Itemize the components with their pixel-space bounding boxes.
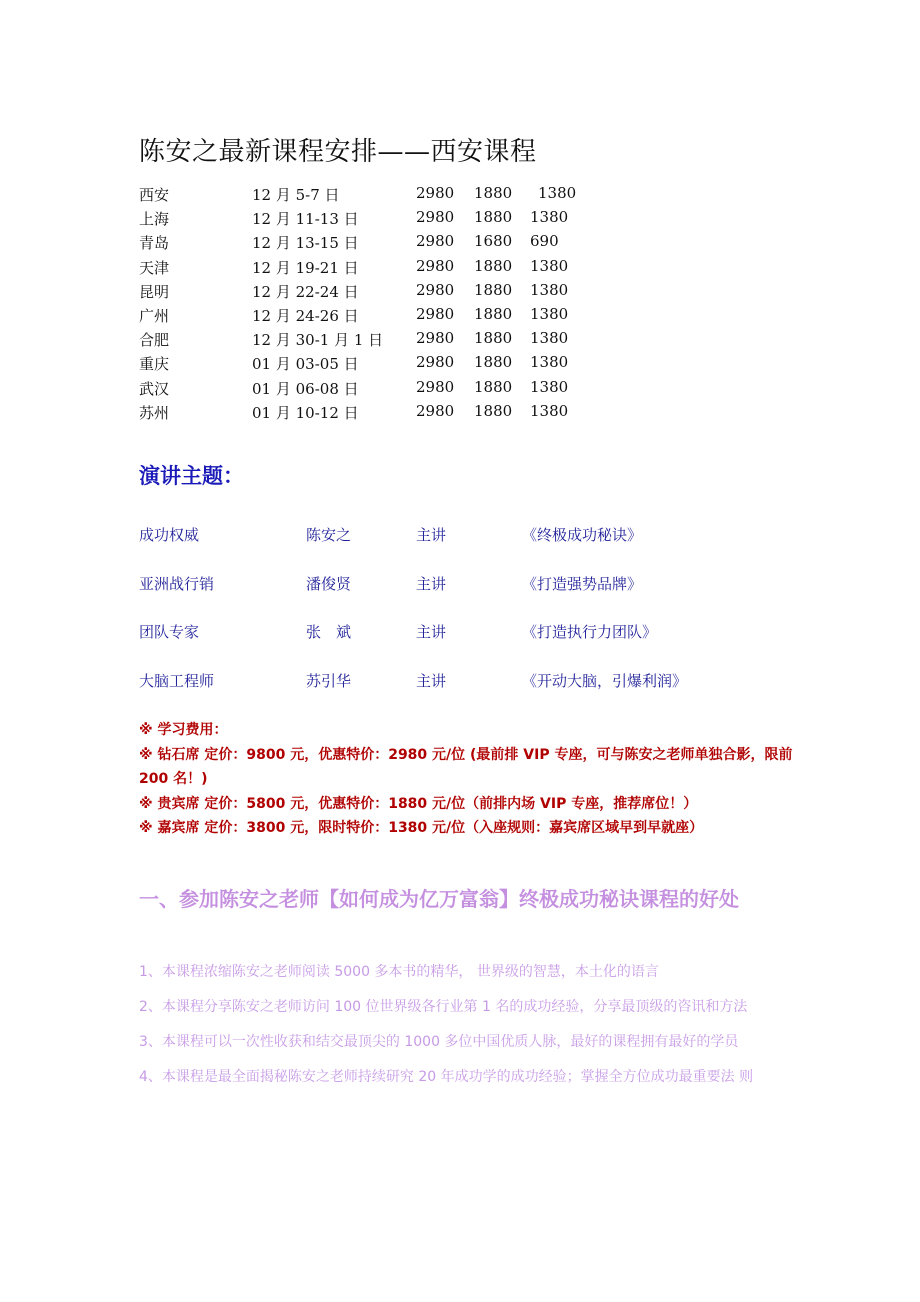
- schedule-price-2: 1880: [474, 353, 513, 372]
- speaker-title: 亚洲战行销: [139, 574, 215, 593]
- benefit-item: 1、本课程浓缩陈安之老师阅读 5000 多本书的精华， 世界级的智慧，本土化的语言: [139, 964, 659, 980]
- schedule-date: 12 月 5-7 日: [252, 186, 340, 204]
- schedule-date: 01 月 06-08 日: [252, 379, 359, 398]
- speaker-course: 《终极成功秘诀》: [522, 526, 643, 544]
- benefit-item: 3、本课程可以一次性收获和结交最顶尖的 1000 多位中国优质人脉，最好的课程拥有最好的学员: [139, 1034, 739, 1050]
- schedule-date: 12 月 13-15 日: [252, 234, 359, 253]
- schedule-city: 天津: [139, 258, 170, 277]
- speaker-course: 《开动大脑，引爆利润》: [522, 672, 688, 691]
- schedule-price-2: 1880: [474, 280, 513, 299]
- schedule-price-2: 1880: [474, 184, 513, 202]
- schedule-price-1: 2980: [416, 208, 455, 227]
- schedule-price-3: 1380: [530, 353, 569, 372]
- schedule-price-2: 1880: [474, 329, 513, 348]
- schedule-city: 苏州: [139, 403, 170, 422]
- schedule-price-3: 1380: [530, 256, 569, 275]
- schedule-price-1: 2980: [416, 184, 455, 202]
- schedule-city: 西安: [139, 186, 170, 204]
- schedule-city: 武汉: [139, 379, 170, 398]
- schedule-price-3: 1380: [530, 208, 569, 227]
- schedule-price-3: 1380: [530, 401, 569, 420]
- schedule-date: 12 月 22-24 日: [252, 282, 359, 301]
- speaker-name: 潘俊贤: [306, 574, 352, 593]
- schedule-date: 12 月 19-21 日: [252, 258, 359, 277]
- schedule-date: 01 月 10-12 日: [252, 403, 359, 422]
- speaker-role: 主讲: [416, 574, 447, 593]
- schedule-price-1: 2980: [416, 256, 455, 275]
- fee-diamond-seat: ※ 钻石席 定价：9800 元，优惠特价：2980 元/位 (最前排 VIP 专座，可与陈安之老师单独合影，限前 200 名！): [139, 746, 793, 787]
- schedule-price-3: 1380: [530, 329, 569, 348]
- schedule-price-3: 690: [530, 232, 559, 251]
- schedule-date: 12 月 30-1 月 1 日: [252, 331, 384, 350]
- schedule-price-1: 2980: [416, 377, 455, 396]
- speaker-role: 主讲: [416, 623, 447, 642]
- speaker-name: 张 斌: [306, 623, 352, 642]
- schedule-price-3: 1380: [530, 304, 569, 323]
- schedule-city: 青岛: [139, 234, 170, 253]
- page-title: 陈安之最新课程安排——西安课程: [139, 137, 537, 167]
- schedule-price-3: 1380: [538, 184, 577, 202]
- schedule-price-1: 2980: [416, 304, 455, 323]
- schedule-price-2: 1880: [474, 401, 513, 420]
- schedule-city: 上海: [139, 210, 170, 229]
- speaker-course: 《打造执行力团队》: [522, 623, 658, 642]
- schedule-price-2: 1880: [474, 256, 513, 275]
- schedule-price-2: 1880: [474, 377, 513, 396]
- schedule-price-1: 2980: [416, 329, 455, 348]
- speaker-course: 《打造强势品牌》: [522, 574, 643, 593]
- schedule-price-2: 1680: [474, 232, 513, 251]
- schedule-price-1: 2980: [416, 401, 455, 420]
- benefit-item: 4、本课程是最全面揭秘陈安之老师持续研究 20 年成功学的成功经验；掌握全方位成功最重要法 则: [139, 1069, 754, 1085]
- fee-guest-seat: ※ 嘉宾席 定价：3800 元，限时特价：1380 元/位（入座规则：嘉宾席区域早到早就座）: [139, 820, 704, 836]
- speaker-title: 大脑工程师: [139, 672, 215, 691]
- schedule-date: 01 月 03-05 日: [252, 355, 359, 374]
- fee-block: [139, 718, 799, 841]
- topics-heading: 演讲主题：: [139, 464, 244, 488]
- schedule-price-2: 1880: [474, 208, 513, 227]
- speaker-name: 陈安之: [306, 526, 352, 544]
- benefits-heading: 一、参加陈安之老师【如何成为亿万富翁】终极成功秘诀课程的好处: [139, 887, 739, 911]
- schedule-price-2: 1880: [474, 304, 513, 323]
- schedule-date: 12 月 24-26 日: [252, 306, 359, 325]
- schedule-city: 广州: [139, 306, 170, 325]
- schedule-city: 重庆: [139, 355, 170, 374]
- schedule-price-3: 1380: [530, 280, 569, 299]
- speaker-title: 团队专家: [139, 623, 200, 642]
- speaker-role: 主讲: [416, 672, 447, 691]
- schedule-date: 12 月 11-13 日: [252, 210, 359, 229]
- benefit-item: 2、本课程分享陈安之老师访问 100 位世界级各行业第 1 名的成功经验，分享最顶级的咨讯和方法: [139, 999, 748, 1015]
- fee-vip-seat: ※ 贵宾席 定价：5800 元，优惠特价：1880 元/位（前排内场 VIP 专座，推荐席位！）: [139, 795, 698, 812]
- fee-header: ※ 学习费用：: [139, 722, 228, 738]
- schedule-price-1: 2980: [416, 353, 455, 372]
- schedule-city: 合肥: [139, 331, 170, 350]
- speaker-title: 成功权威: [139, 526, 200, 544]
- schedule-price-1: 2980: [416, 280, 455, 299]
- schedule-price-3: 1380: [530, 377, 569, 396]
- benefit-list: [139, 960, 784, 1100]
- schedule-city: 昆明: [139, 282, 170, 301]
- speaker-role: 主讲: [416, 526, 447, 544]
- speaker-name: 苏引华: [306, 672, 352, 691]
- schedule-price-1: 2980: [416, 232, 455, 251]
